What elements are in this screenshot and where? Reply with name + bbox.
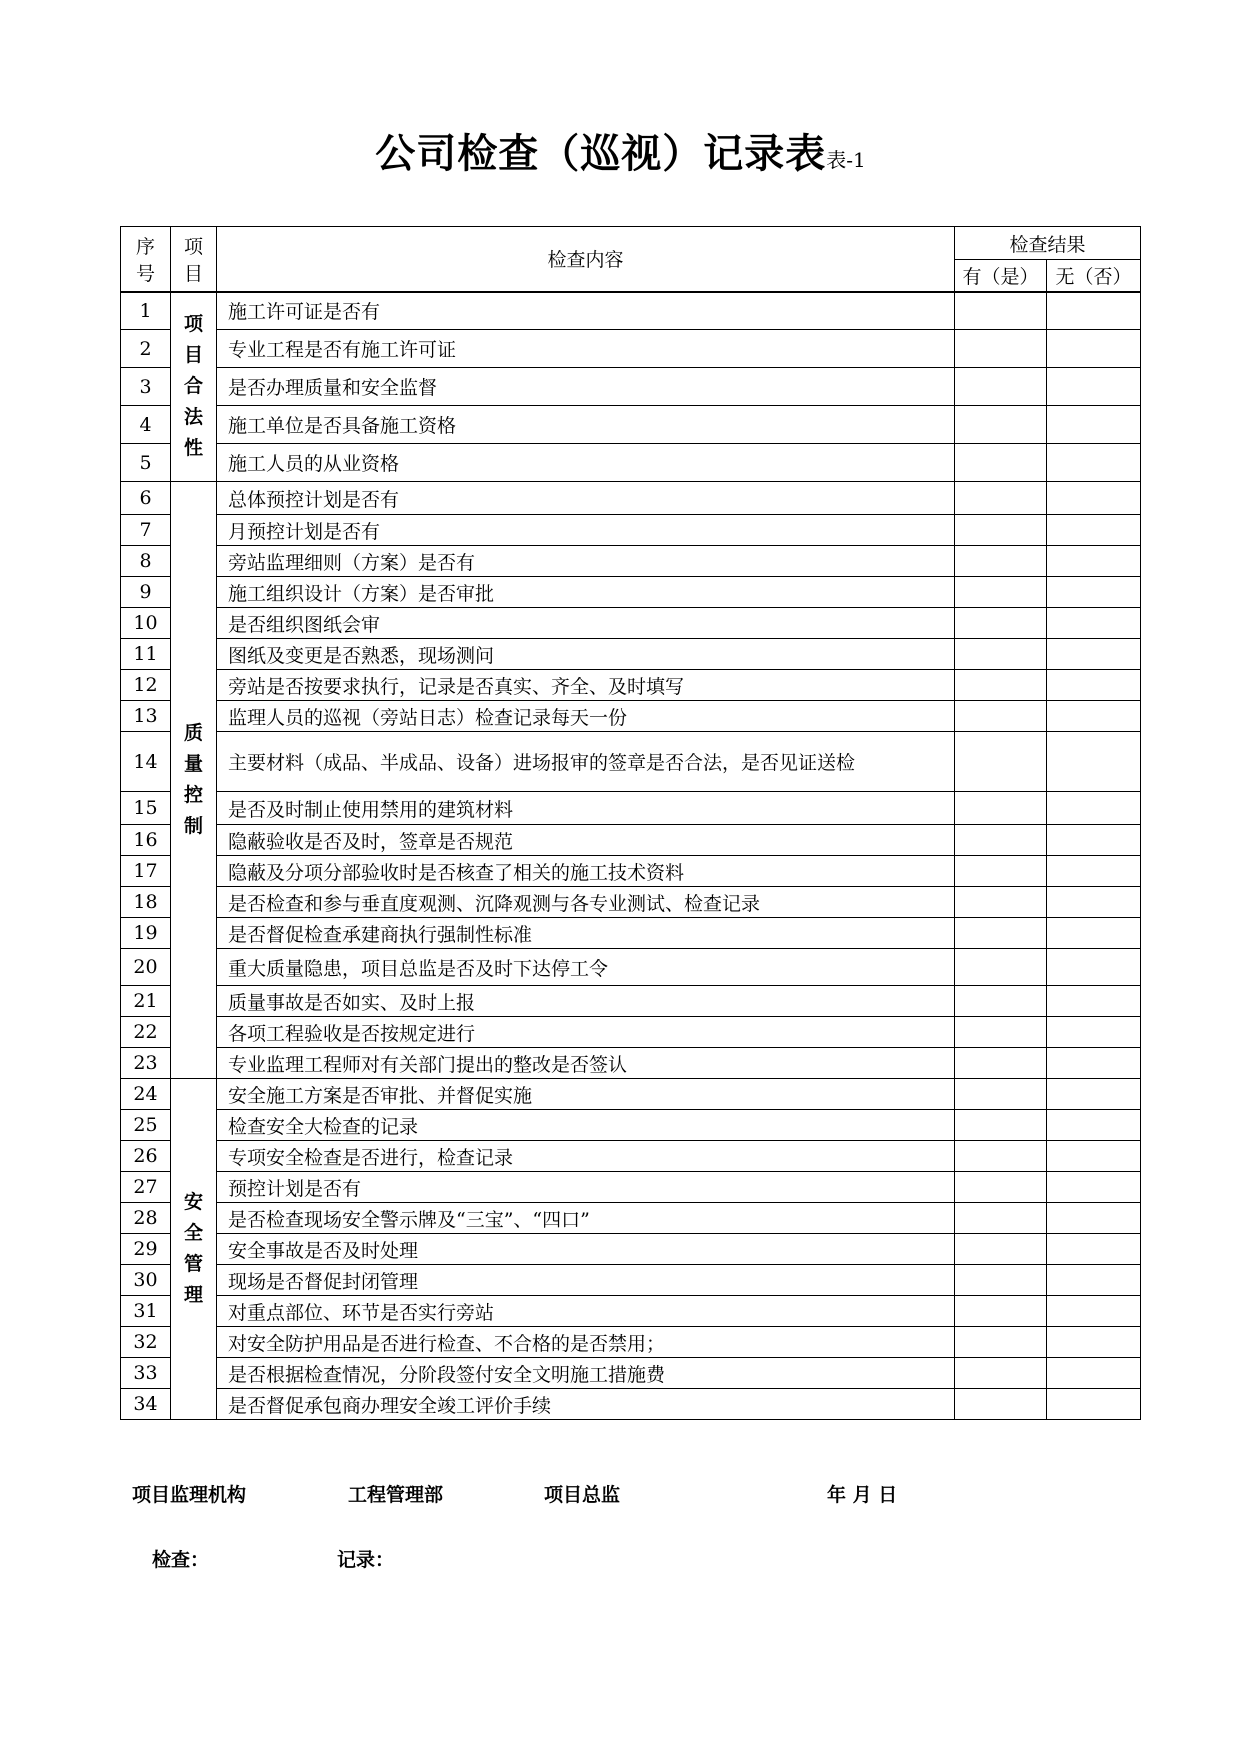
row-number: 3	[121, 368, 171, 406]
result-yes-cell[interactable]	[955, 444, 1047, 482]
row-number: 4	[121, 406, 171, 444]
table-row	[121, 1048, 1141, 1079]
table-row	[121, 918, 1141, 949]
table-row	[121, 949, 1141, 986]
result-yes-cell[interactable]	[955, 1234, 1047, 1265]
result-no-cell[interactable]	[1047, 1017, 1141, 1048]
result-yes-cell[interactable]	[955, 1296, 1047, 1327]
row-number: 5	[121, 444, 171, 482]
row-number: 32	[121, 1327, 171, 1358]
table-row	[121, 1358, 1141, 1389]
result-yes-cell[interactable]	[955, 825, 1047, 856]
result-no-cell[interactable]	[1047, 444, 1141, 482]
footer-date: 年 月 日	[827, 1484, 898, 1506]
check-content: 旁站监理细则（方案）是否有	[217, 546, 955, 577]
check-content: 重大质量隐患，项目总监是否及时下达停工令	[217, 949, 955, 986]
result-no-cell[interactable]	[1047, 1048, 1141, 1079]
check-content: 是否组织图纸会审	[217, 608, 955, 639]
footer-org: 项目监理机构	[132, 1484, 247, 1506]
result-yes-cell[interactable]	[955, 1110, 1047, 1141]
check-content: 检查安全大检查的记录	[217, 1110, 955, 1141]
result-yes-cell[interactable]	[955, 546, 1047, 577]
row-number: 16	[121, 825, 171, 856]
row-number: 21	[121, 986, 171, 1017]
table-row	[121, 406, 1141, 444]
result-no-cell[interactable]	[1047, 608, 1141, 639]
check-content: 施工人员的从业资格	[217, 444, 955, 482]
result-no-cell[interactable]	[1047, 406, 1141, 444]
row-number: 29	[121, 1234, 171, 1265]
table-row	[121, 1079, 1141, 1110]
result-yes-cell[interactable]	[955, 856, 1047, 887]
result-yes-cell[interactable]	[955, 406, 1047, 444]
table-row	[121, 515, 1141, 546]
table-body	[121, 292, 1141, 1420]
row-number: 13	[121, 701, 171, 732]
check-content: 对安全防护用品是否进行检查、不合格的是否禁用；	[217, 1327, 955, 1358]
result-yes-cell[interactable]	[955, 1079, 1047, 1110]
table-row	[121, 1389, 1141, 1420]
table-row	[121, 1296, 1141, 1327]
title-main: 公司检查（巡视）记录表	[375, 131, 827, 177]
row-number: 15	[121, 792, 171, 825]
result-no-cell[interactable]	[1047, 515, 1141, 546]
row-number: 34	[121, 1389, 171, 1420]
check-content: 安全施工方案是否审批、并督促实施	[217, 1079, 955, 1110]
category-label: 安 全 管 理	[171, 1079, 217, 1420]
result-yes-cell[interactable]	[955, 608, 1047, 639]
check-content: 安全事故是否及时处理	[217, 1234, 955, 1265]
row-number: 20	[121, 949, 171, 986]
result-yes-cell[interactable]	[955, 887, 1047, 918]
result-no-cell[interactable]	[1047, 1110, 1141, 1141]
result-no-cell[interactable]	[1047, 1265, 1141, 1296]
result-no-cell[interactable]	[1047, 918, 1141, 949]
check-content: 现场是否督促封闭管理	[217, 1265, 955, 1296]
check-content: 是否检查和参与垂直度观测、沉降观测与各专业测试、检查记录	[217, 887, 955, 918]
result-no-cell[interactable]	[1047, 577, 1141, 608]
result-yes-cell[interactable]	[955, 792, 1047, 825]
result-no-cell[interactable]	[1047, 792, 1141, 825]
result-no-cell[interactable]	[1047, 1296, 1141, 1327]
table-row	[121, 792, 1141, 825]
table-row	[121, 1172, 1141, 1203]
result-no-cell[interactable]	[1047, 986, 1141, 1017]
row-number: 33	[121, 1358, 171, 1389]
result-yes-cell[interactable]	[955, 1141, 1047, 1172]
check-content: 质量事故是否如实、及时上报	[217, 986, 955, 1017]
check-content: 是否办理质量和安全监督	[217, 368, 955, 406]
check-content: 隐蔽验收是否及时，签章是否规范	[217, 825, 955, 856]
check-content: 是否检查现场安全警示牌及“三宝”、“四口”	[217, 1203, 955, 1234]
header-item: 项 目	[171, 227, 217, 292]
result-yes-cell[interactable]	[955, 732, 1047, 792]
table-row	[121, 1141, 1141, 1172]
check-content: 专业工程是否有施工许可证	[217, 330, 955, 368]
result-no-cell[interactable]	[1047, 482, 1141, 515]
result-yes-cell[interactable]	[955, 330, 1047, 368]
category-label: 质 量 控 制	[171, 482, 217, 1079]
result-no-cell[interactable]	[1047, 368, 1141, 406]
check-content: 对重点部位、环节是否实行旁站	[217, 1296, 955, 1327]
result-no-cell[interactable]	[1047, 1327, 1141, 1358]
row-number: 18	[121, 887, 171, 918]
row-number: 7	[121, 515, 171, 546]
result-no-cell[interactable]	[1047, 1079, 1141, 1110]
check-content: 施工组织设计（方案）是否审批	[217, 577, 955, 608]
table-row	[121, 1327, 1141, 1358]
check-content: 施工许可证是否有	[217, 292, 955, 330]
row-number: 24	[121, 1079, 171, 1110]
check-content: 专项安全检查是否进行，检查记录	[217, 1141, 955, 1172]
check-content: 旁站是否按要求执行，记录是否真实、齐全、及时填写	[217, 670, 955, 701]
row-number: 1	[121, 292, 171, 330]
table-row	[121, 887, 1141, 918]
row-number: 14	[121, 732, 171, 792]
table-row	[121, 1265, 1141, 1296]
table-row	[121, 825, 1141, 856]
result-yes-cell[interactable]	[955, 918, 1047, 949]
result-yes-cell[interactable]	[955, 292, 1047, 330]
check-content: 施工单位是否具备施工资格	[217, 406, 955, 444]
row-number: 12	[121, 670, 171, 701]
row-number: 17	[121, 856, 171, 887]
header-no: 无（否）	[1047, 260, 1141, 292]
table-row	[121, 330, 1141, 368]
check-content: 月预控计划是否有	[217, 515, 955, 546]
result-yes-cell[interactable]	[955, 1203, 1047, 1234]
row-number: 25	[121, 1110, 171, 1141]
result-no-cell[interactable]	[1047, 1172, 1141, 1203]
header-result: 检查结果	[955, 227, 1141, 260]
result-no-cell[interactable]	[1047, 949, 1141, 986]
table-row	[121, 577, 1141, 608]
result-yes-cell[interactable]	[955, 1327, 1047, 1358]
table-row	[121, 444, 1141, 482]
table-row	[121, 1203, 1141, 1234]
result-no-cell[interactable]	[1047, 732, 1141, 792]
table-row	[121, 608, 1141, 639]
result-no-cell[interactable]	[1047, 1141, 1141, 1172]
table-row	[121, 546, 1141, 577]
table-row	[121, 670, 1141, 701]
row-number: 9	[121, 577, 171, 608]
result-no-cell[interactable]	[1047, 887, 1141, 918]
check-content: 图纸及变更是否熟悉，现场测问	[217, 639, 955, 670]
result-yes-cell[interactable]	[955, 1389, 1047, 1420]
table-row	[121, 482, 1141, 515]
row-number: 8	[121, 546, 171, 577]
table-row	[121, 1110, 1141, 1141]
table-row	[121, 1234, 1141, 1265]
row-number: 23	[121, 1048, 171, 1079]
result-no-cell[interactable]	[1047, 701, 1141, 732]
row-number: 22	[121, 1017, 171, 1048]
result-no-cell[interactable]	[1047, 856, 1141, 887]
row-number: 11	[121, 639, 171, 670]
table-row	[121, 856, 1141, 887]
result-no-cell[interactable]	[1047, 1389, 1141, 1420]
row-number: 27	[121, 1172, 171, 1203]
row-number: 2	[121, 330, 171, 368]
header-seq: 序 号	[121, 227, 171, 292]
table-row	[121, 701, 1141, 732]
check-content: 是否及时制止使用禁用的建筑材料	[217, 792, 955, 825]
check-content: 主要材料（成品、半成品、设备）进场报审的签章是否合法，是否见证送检	[217, 732, 955, 792]
result-yes-cell[interactable]	[955, 368, 1047, 406]
check-content: 专业监理工程师对有关部门提出的整改是否签认	[217, 1048, 955, 1079]
check-content: 各项工程验收是否按规定进行	[217, 1017, 955, 1048]
result-no-cell[interactable]	[1047, 1203, 1141, 1234]
footer-director: 项目总监	[544, 1484, 621, 1506]
row-number: 10	[121, 608, 171, 639]
result-yes-cell[interactable]	[955, 515, 1047, 546]
result-yes-cell[interactable]	[955, 1265, 1047, 1296]
result-yes-cell[interactable]	[955, 482, 1047, 515]
check-content: 是否督促检查承建商执行强制性标准	[217, 918, 955, 949]
table-row	[121, 1017, 1141, 1048]
result-yes-cell[interactable]	[955, 701, 1047, 732]
footer-dept: 工程管理部	[348, 1484, 444, 1506]
row-number: 6	[121, 482, 171, 515]
footer-check: 检查：	[152, 1549, 210, 1571]
table-row	[121, 732, 1141, 792]
table-row	[121, 292, 1141, 330]
document-title	[0, 122, 1241, 179]
check-content: 监理人员的巡视（旁站日志）检查记录每天一份	[217, 701, 955, 732]
result-no-cell[interactable]	[1047, 670, 1141, 701]
table-row	[121, 986, 1141, 1017]
result-yes-cell[interactable]	[955, 986, 1047, 1017]
row-number: 30	[121, 1265, 171, 1296]
inspection-table	[120, 226, 1141, 1420]
title-suffix: 表-1	[826, 148, 866, 172]
result-no-cell[interactable]	[1047, 1358, 1141, 1389]
result-yes-cell[interactable]	[955, 639, 1047, 670]
result-no-cell[interactable]	[1047, 639, 1141, 670]
result-yes-cell[interactable]	[955, 1172, 1047, 1203]
result-yes-cell[interactable]	[955, 1017, 1047, 1048]
result-no-cell[interactable]	[1047, 546, 1141, 577]
check-content: 隐蔽及分项分部验收时是否核查了相关的施工技术资料	[217, 856, 955, 887]
result-yes-cell[interactable]	[955, 1358, 1047, 1389]
result-yes-cell[interactable]	[955, 577, 1047, 608]
check-content: 是否督促承包商办理安全竣工评价手续	[217, 1389, 955, 1420]
row-number: 19	[121, 918, 171, 949]
row-number: 28	[121, 1203, 171, 1234]
table-row	[121, 639, 1141, 670]
footer-record: 记录：	[337, 1549, 395, 1571]
row-number: 26	[121, 1141, 171, 1172]
check-content: 总体预控计划是否有	[217, 482, 955, 515]
header-content: 检查内容	[217, 227, 955, 292]
result-yes-cell[interactable]	[955, 949, 1047, 986]
result-no-cell[interactable]	[1047, 330, 1141, 368]
row-number: 31	[121, 1296, 171, 1327]
result-yes-cell[interactable]	[955, 670, 1047, 701]
result-no-cell[interactable]	[1047, 292, 1141, 330]
check-content: 是否根据检查情况，分阶段签付安全文明施工措施费	[217, 1358, 955, 1389]
result-yes-cell[interactable]	[955, 1048, 1047, 1079]
header-yes: 有（是）	[955, 260, 1047, 292]
check-content: 预控计划是否有	[217, 1172, 955, 1203]
category-label: 项 目 合 法 性	[171, 292, 217, 482]
result-no-cell[interactable]	[1047, 825, 1141, 856]
result-no-cell[interactable]	[1047, 1234, 1141, 1265]
table-row	[121, 368, 1141, 406]
